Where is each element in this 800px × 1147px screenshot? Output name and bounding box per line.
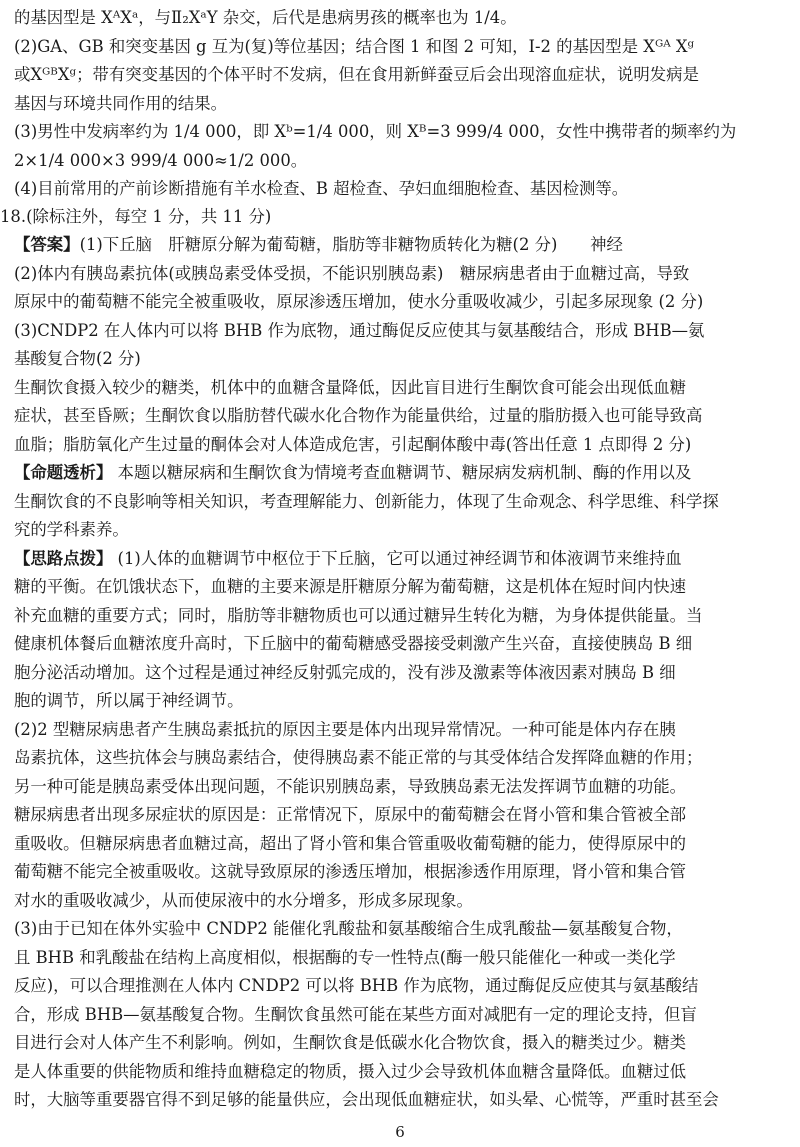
- hint-line-18: 目进行会对人体产生不利影响。例如，生酮饮食是低碳水化合物饮食，摄入的糖类过少。糖类: [14, 1033, 687, 1052]
- q17-q2-line-1: (2)GA、GB 和突变基因 g 互为(复)等位基因；结合图 1 和图 2 可知，Ⅰ-2 的基因型是 Xᴳᴬ Xᵍ: [14, 36, 695, 56]
- q18-header: 18.(除标注外，每空 1 分，共 11 分): [0, 207, 272, 226]
- hint-line-15: 且 BHB 和乳酸盐在结构上高度相似，根据酶的专一性特点(酶一般只能催化一种或一类化学: [14, 947, 676, 967]
- analysis-tag: 【命题透析】: [14, 463, 113, 482]
- hint-line-9: 另一种可能是胰岛素受体出现问题，不能识别胰岛素，导致胰岛素无法发挥调节血糖的功能。: [14, 776, 687, 796]
- hint-line-4: 健康机体餐后血糖浓度升高时，下丘脑中的葡萄糖感受器接受刺激产生兴奋，直接使胰岛 B 细: [14, 634, 693, 653]
- answer-line-1: [14, 231, 786, 260]
- hint-line-10: 糖尿病患者出现多尿症状的原因是：正常情况下，原尿中的葡萄糖会在肾小管和集合管被全部: [14, 805, 687, 824]
- q18-header-block: [0, 203, 786, 232]
- hint-line-11: 重吸收。但糖尿病患者血糖过高，超出了肾小管和集合管重吸收葡萄糖的能力，使得原尿中的: [14, 833, 687, 853]
- hint-line-3: 补充血糖的重要方式；同时，脂肪等非糖物质也可以通过糖异生转化为糖，为身体提供能量。当: [14, 605, 703, 625]
- hint-line-14: (3)由于已知在体外实验中 CNDP2 能催化乳酸盐和氨基酸缩合生成乳酸盐—氨基酸复合物，: [14, 919, 683, 938]
- analysis-line-3: 究的学科素养。: [14, 520, 129, 539]
- hint-line-13: 对水的重吸收减少，从而使尿液中的水分增多，形成多尿现象。: [14, 890, 473, 910]
- hint-line-17: 合，形成 BHB—氨基酸复合物。生酮饮食虽然可能在某些方面对减肥有一定的理论支持，但盲: [14, 1004, 697, 1024]
- answer-tag: 【答案】: [14, 235, 80, 254]
- answer-text-1: (1)下丘脑 肝糖原分解为葡萄糖，脂肪等非糖物质转化为糖(2 分) 神经: [79, 235, 623, 254]
- q17-line-1: 的基因型是 XᴬXᵃ，与Ⅱ₂XᵃY 杂交，后代是患病男孩的概率也为 1/4。: [14, 8, 517, 27]
- q17-q2-line-3: 基因与环境共同作用的结果。: [14, 93, 228, 113]
- answer-line-4: (3)CNDP2 在人体内可以将 BHB 作为底物，通过酶促反应使其与氨基酸结合，形成 BHB—氨: [14, 320, 705, 340]
- hint-line-1: [14, 545, 786, 574]
- hint-line-5: 胞分泌活动增加。这个过程是通过神经反射弧完成的，没有涉及激素等体液因素对胰岛 B 细: [14, 662, 676, 682]
- hint-text-1: (1)人体的血糖调节中枢位于下丘脑，它可以通过神经调节和体液调节来维持血: [112, 548, 682, 568]
- page-number: 6: [395, 1123, 405, 1141]
- q17-q3-line-2: 2×1/4 000×3 999/4 000≈1/2 000。: [14, 150, 308, 170]
- answer-line-5: 基酸复合物(2 分): [14, 349, 141, 368]
- hint-line-16: 反应)，可以合理推测在人体内 CNDP2 可以将 BHB 作为底物，通过酶促反应使其与氨基酸结: [14, 976, 699, 995]
- hint-line-2: 糖的平衡。在饥饿状态下，血糖的主要来源是肝糖原分解为葡萄糖，这是机体在短时间内快速: [14, 577, 687, 596]
- analysis-line-2: 生酮饮食的不良影响等相关知识，考查理解能力、创新能力，体现了生命观念、科学思维、科学探: [14, 491, 719, 511]
- hint-line-8: 岛素抗体，这些抗体会与胰岛素结合，使得胰岛素不能正常的与其受体结合发挥降血糖的作用；: [14, 748, 703, 767]
- answer-line-3: 原尿中的葡萄糖不能完全被重吸收，原尿渗透压增加，使水分重吸收减少，引起多尿现象 (2 分): [14, 292, 704, 311]
- hint-line-7: (2)2 型糖尿病患者产生胰岛素抵抗的原因主要是体内出现异常情况。一种可能是体内存在胰: [14, 719, 676, 739]
- q17-tail: [14, 4, 786, 204]
- analysis-line-1: [14, 459, 786, 488]
- q18-answer: [14, 231, 786, 1115]
- hint-tag: 【思路点拨】: [14, 548, 113, 568]
- answer-line-7: 症状，甚至昏厥；生酮饮食以脂肪替代碳水化合物作为能量供给，过量的脂肪摄入也可能导致高: [14, 406, 703, 425]
- hint-line-19: 是人体重要的供能物质和维持血糖稳定的物质，摄入过少会导致机体血糖含量降低。血糖过低: [14, 1061, 687, 1081]
- hint-line-6: 胞的调节，所以属于神经调节。: [14, 691, 244, 710]
- hint-line-20: 时，大脑等重要器官得不到足够的能量供应，会出现低血糖症状，如头晕、心慌等，严重时甚至会: [14, 1090, 719, 1109]
- q17-q2-line-2: 或XᴳᴮXᵍ；带有突变基因的个体平时不发病，但在食用新鲜蚕豆后会出现溶血症状，说明发病是: [14, 65, 699, 84]
- analysis-text-1: 本题以糖尿病和生酮饮食为情境考查血糖调节、糖尿病发病机制、酶的作用以及: [112, 463, 692, 482]
- q17-q3-line-1: (3)男性中发病率约为 1/4 000，即 Xᵇ=1/4 000，则 Xᴮ=3 999/4 000，女性中携带者的频率约为: [14, 122, 737, 141]
- answer-line-2: (2)体内有胰岛素抗体(或胰岛素受体受损，不能识别胰岛素) 糖尿病患者由于血糖过高，导致: [14, 263, 690, 283]
- answer-line-6: 生酮饮食摄入较少的糖类，机体中的血糖含量降低，因此盲目进行生酮饮食可能会出现低血糖: [14, 377, 687, 397]
- answer-line-8: 血脂；脂肪氧化产生过量的酮体会对人体造成危害，引起酮体酸中毒(答出任意 1 点即得 2 分): [14, 434, 692, 454]
- hint-line-12: 葡萄糖不能完全被重吸收。这就导致原尿的渗透压增加，根据渗透作用原理，肾小管和集合管: [14, 862, 687, 881]
- q17-q4-line-1: (4)目前常用的产前诊断措施有羊水检查、B 超检查、孕妇血细胞检查、基因检测等。: [14, 179, 629, 198]
